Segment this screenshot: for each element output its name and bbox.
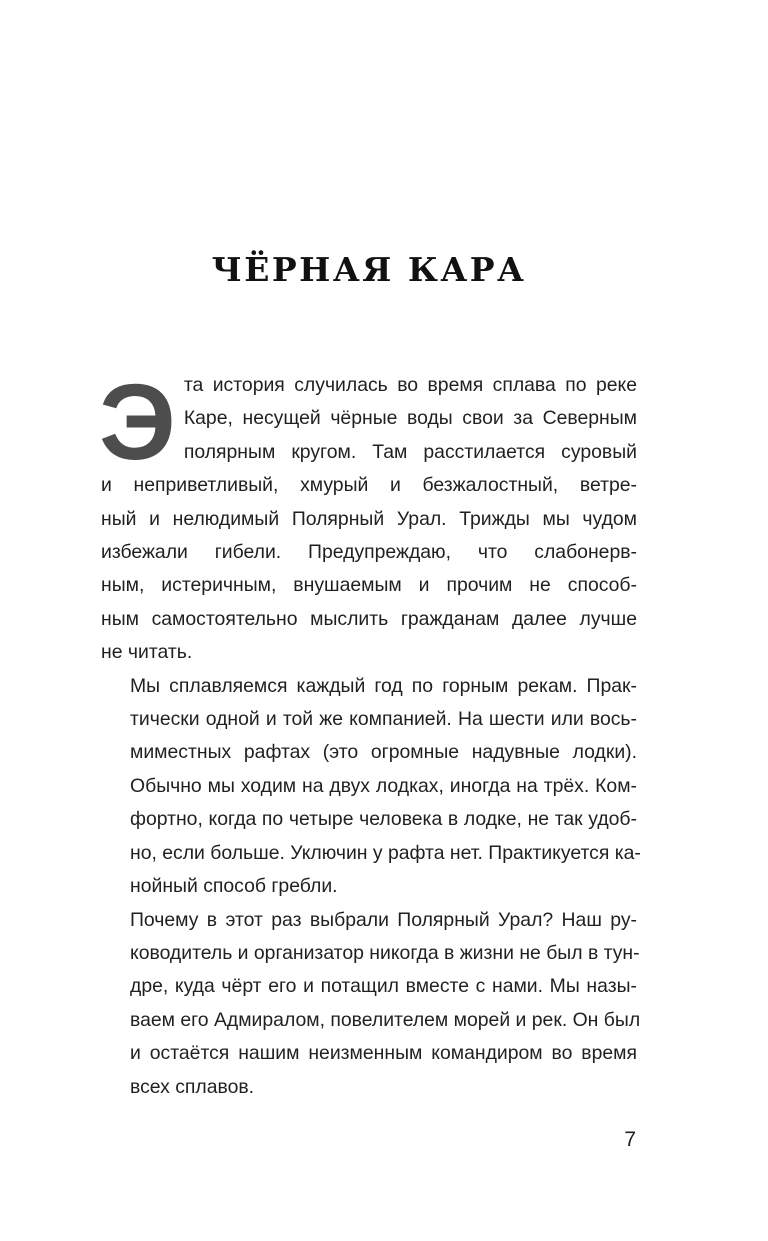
text-line: ный и нелюдимый Полярный Урал. Трижды мы чудом <box>101 507 637 530</box>
chapter-body <box>99 361 641 1104</box>
drop-cap-letter: Э <box>99 361 176 482</box>
text-line: та история случилась во время сплава по реке <box>183 374 637 396</box>
text-line: и остаётся нашим неизменным командиром во время <box>130 1042 637 1065</box>
chapter-title: ЧЁРНАЯ КАРА <box>211 250 527 289</box>
text-line: но, если больше. Уключин у рафта нет. Практикуется ка- <box>130 841 641 864</box>
text-line: Почему в этот раз выбрали Полярный Урал? Наш ру- <box>130 908 637 931</box>
text-line: ным, истеричным, внушаемым и прочим не способ- <box>101 574 637 597</box>
text-line: полярным кругом. Там расстилается суровый <box>183 440 637 463</box>
text-line: Обычно мы ходим на двух лодках, иногда на трёх. Ком- <box>130 774 637 797</box>
paragraph-2 <box>101 670 641 904</box>
paragraph-1 <box>99 361 637 670</box>
text-line: ководитель и организатор никогда в жизни не был в тун- <box>130 941 640 964</box>
text-line: ным самостоятельно мыслить гражданам далее лучше <box>101 607 637 630</box>
text-line: нойный способ гребли. <box>130 875 338 898</box>
text-line: дре, куда чёрт его и потащил вместе с нами. Мы назы- <box>130 975 637 998</box>
text-line: и неприветливый, хмурый и безжалостный, ветре- <box>101 474 637 497</box>
text-line: Мы сплавляемся каждый год по горным рекам. Прак- <box>130 674 637 697</box>
text-line: всех сплавов. <box>130 1075 255 1098</box>
text-line: тически одной и той же компанией. На шести или вось- <box>130 708 637 731</box>
text-line: не читать. <box>101 641 193 664</box>
text-line: фортно, когда по четыре человека в лодке, не так удоб- <box>130 808 637 831</box>
text-line: Каре, несущей чёрные воды свои за Северным <box>183 407 637 430</box>
text-line: ваем его Адмиралом, повелителем морей и рек. Он был <box>130 1008 641 1031</box>
text-line: избежали гибели. Предупреждаю, что слабонерв- <box>101 541 637 564</box>
text-line: миместных рафтах (это огромные надувные лодки). <box>130 741 637 764</box>
paragraph-3 <box>101 904 641 1104</box>
page-number: 7 <box>624 1128 636 1151</box>
